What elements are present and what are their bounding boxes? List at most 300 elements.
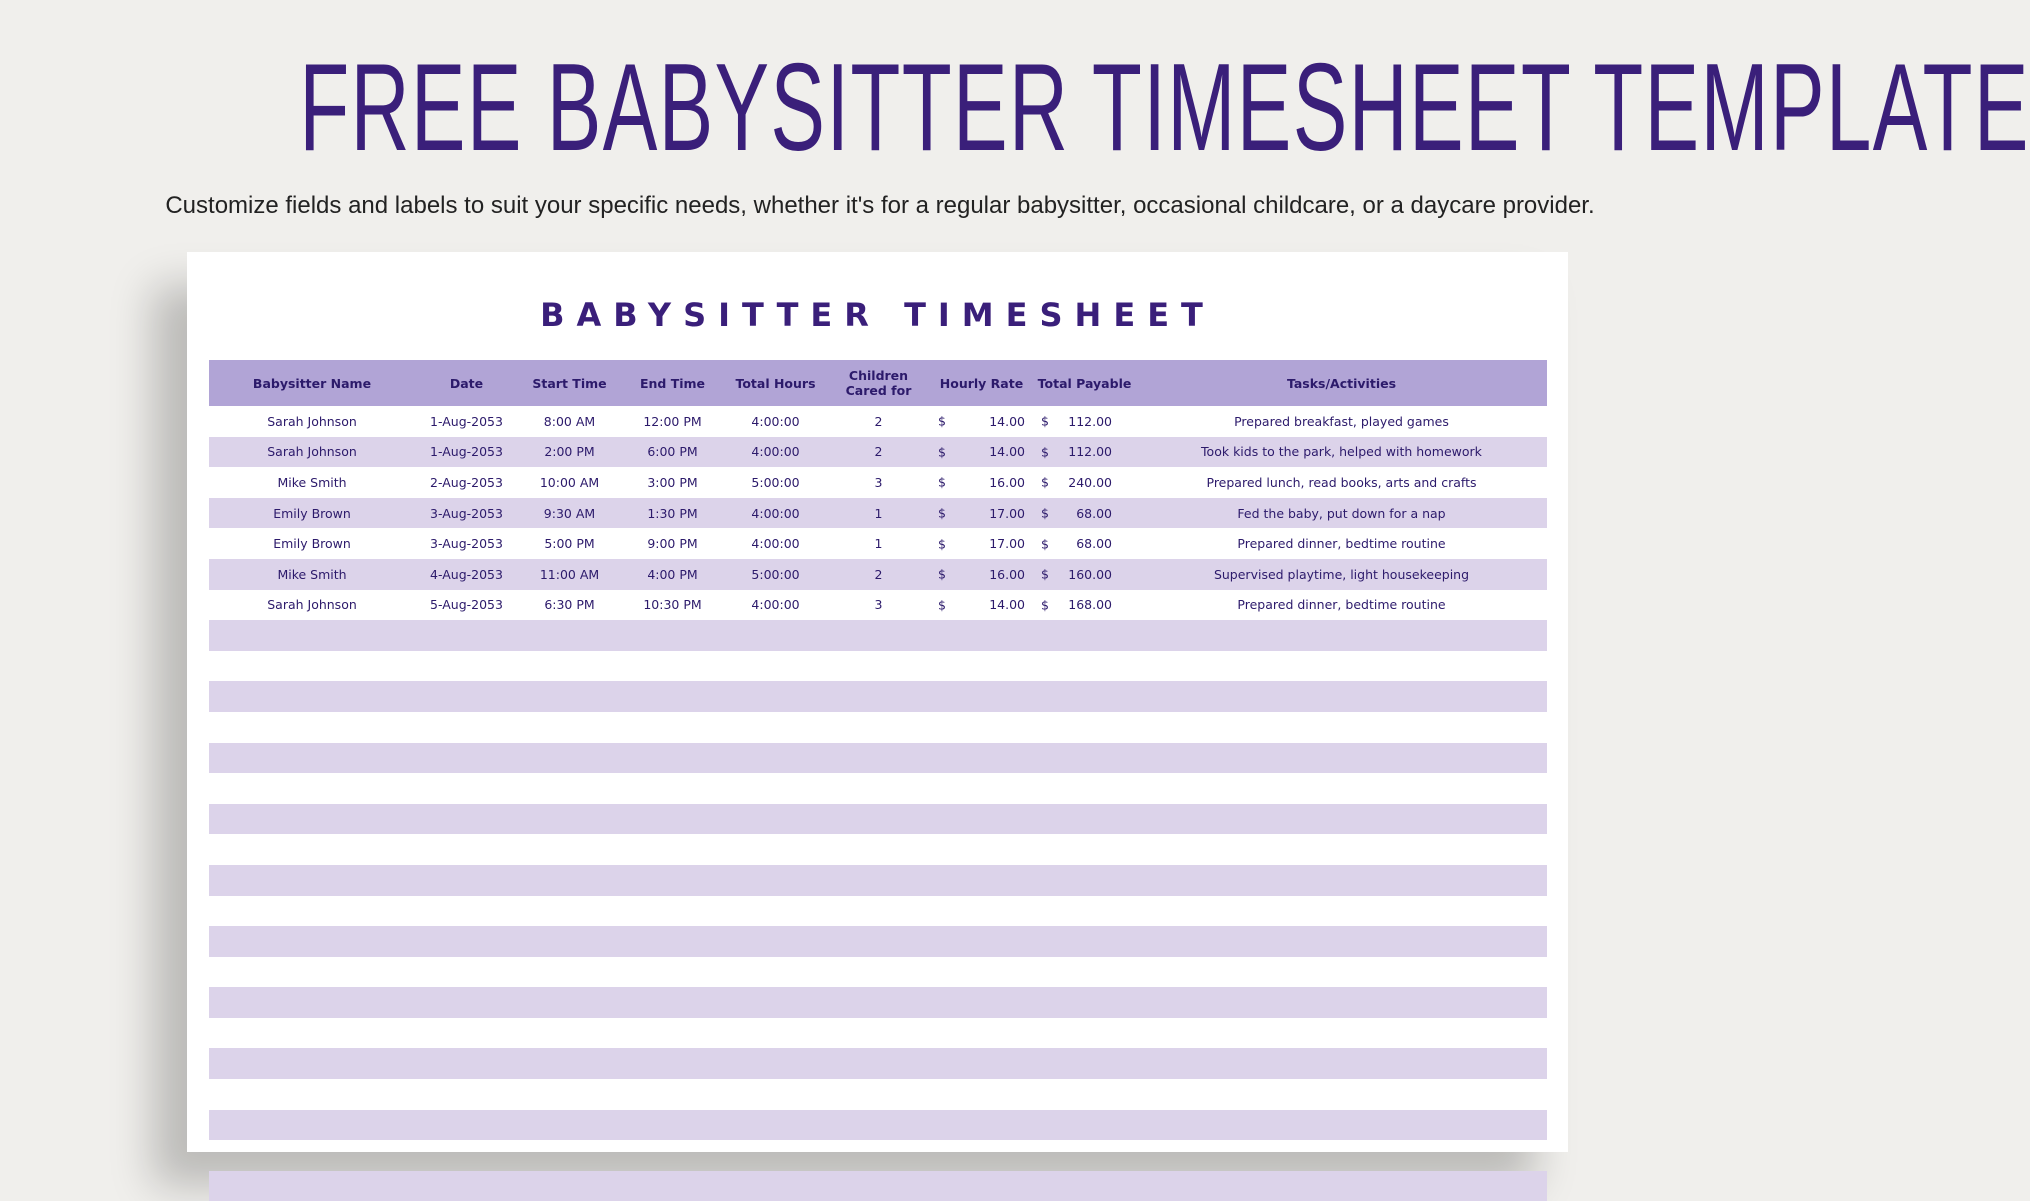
- cell-hourly-rate: [930, 1110, 1033, 1141]
- currency-symbol: $: [1041, 413, 1049, 429]
- cell-babysitter-name: [209, 804, 415, 835]
- cell-start-time: [518, 957, 621, 988]
- empty-table-row: [209, 773, 1547, 804]
- cell-children-count: [827, 681, 930, 712]
- cell-total-payable: [1033, 559, 1136, 590]
- empty-table-row: [209, 834, 1547, 865]
- cell-tasks: Prepared lunch, read books, arts and crafts: [1206, 474, 1477, 490]
- cell-tasks: [1136, 620, 1547, 651]
- table-row: [209, 437, 1547, 468]
- cell-end-time: [621, 1018, 724, 1049]
- col-header-date: Date: [415, 360, 518, 406]
- empty-table-row: [209, 926, 1547, 957]
- cell-babysitter-name: [209, 1110, 415, 1141]
- cell-end-time: 12:00 PM: [643, 413, 702, 429]
- cell-date: [415, 743, 518, 774]
- cell-hourly-rate: [930, 1140, 1033, 1171]
- total-payable-value: 112.00: [1068, 444, 1112, 460]
- cell-end-time: [621, 1079, 724, 1110]
- cell-children-count: 3: [874, 474, 883, 490]
- cell-children-count: [827, 773, 930, 804]
- cell-start-time: [518, 743, 621, 774]
- cell-children-count: 1: [874, 536, 883, 552]
- cell-total-payable: [1033, 528, 1136, 559]
- cell-hourly-rate: [930, 834, 1033, 865]
- currency-symbol: $: [938, 413, 946, 429]
- cell-tasks: [1136, 926, 1547, 957]
- cell-date: 3-Aug-2053: [415, 498, 518, 529]
- cell-total-hours: [724, 712, 827, 743]
- cell-end-time: [621, 1140, 724, 1171]
- cell-hourly-rate: [930, 987, 1033, 1018]
- cell-start-time: [518, 1048, 621, 1079]
- cell-tasks: [1136, 1018, 1547, 1049]
- table-row: [209, 406, 1547, 437]
- cell-tasks: [1136, 987, 1547, 1018]
- hourly-rate-value: 14.00: [989, 597, 1025, 613]
- cell-babysitter-name: [209, 620, 415, 651]
- cell-total-payable: [1033, 926, 1136, 957]
- currency-symbol: $: [938, 444, 946, 460]
- cell-babysitter-name: Sarah Johnson: [267, 597, 357, 613]
- hourly-rate-value: 14.00: [989, 413, 1025, 429]
- cell-start-time: 2:00 PM: [518, 437, 621, 468]
- cell-total-payable: [1033, 987, 1136, 1018]
- cell-end-time: 4:00 PM: [621, 559, 724, 590]
- empty-table-row: [209, 743, 1547, 774]
- cell-tasks: Supervised playtime, light housekeeping: [1136, 559, 1547, 590]
- hourly-rate-value: 17.00: [989, 505, 1025, 521]
- hourly-rate-value: 16.00: [989, 474, 1025, 490]
- cell-babysitter-name: [209, 957, 415, 988]
- cell-total-hours: [724, 1018, 827, 1049]
- cell-babysitter-name: [209, 681, 415, 712]
- cell-total-hours: [724, 620, 827, 651]
- cell-date: [415, 987, 518, 1018]
- cell-children-count: [827, 1110, 930, 1141]
- cell-total-payable: [1033, 1171, 1136, 1201]
- cell-total-hours: [724, 743, 827, 774]
- cell-date: 5-Aug-2053: [430, 597, 503, 613]
- cell-date: [415, 1079, 518, 1110]
- cell-babysitter-name: Mike Smith: [277, 474, 347, 490]
- cell-babysitter-name: [209, 773, 415, 804]
- cell-hourly-rate: [930, 865, 1033, 896]
- cell-tasks: [1136, 773, 1547, 804]
- cell-total-hours: 4:00:00: [751, 413, 800, 429]
- cell-hourly-rate: [930, 957, 1033, 988]
- cell-babysitter-name: [209, 651, 415, 682]
- cell-date: [415, 1110, 518, 1141]
- currency-symbol: $: [1041, 505, 1049, 521]
- cell-children-count: [827, 896, 930, 927]
- cell-start-time: [518, 987, 621, 1018]
- cell-hourly-rate: [930, 559, 1033, 590]
- total-payable-value: 160.00: [1068, 566, 1112, 582]
- cell-babysitter-name: Sarah Johnson: [267, 413, 357, 429]
- cell-total-payable: [1033, 834, 1136, 865]
- cell-end-time: [621, 896, 724, 927]
- cell-end-time: [621, 834, 724, 865]
- cell-end-time: [621, 712, 724, 743]
- cell-tasks: [1136, 1140, 1547, 1171]
- table-row: [209, 498, 1547, 529]
- cell-total-payable: [1033, 406, 1136, 437]
- cell-start-time: [518, 1018, 621, 1049]
- cell-total-payable: [1033, 865, 1136, 896]
- cell-total-payable: [1033, 681, 1136, 712]
- cell-total-hours: [724, 957, 827, 988]
- cell-total-hours: [724, 681, 827, 712]
- cell-tasks: [1136, 681, 1547, 712]
- cell-end-time: [621, 865, 724, 896]
- cell-total-hours: [724, 1171, 827, 1201]
- currency-symbol: $: [938, 505, 946, 521]
- cell-children-count: [827, 712, 930, 743]
- empty-table-row: [209, 1140, 1547, 1171]
- empty-table-row: [209, 957, 1547, 988]
- col-header-start: Start Time: [518, 360, 621, 406]
- cell-babysitter-name: [209, 865, 415, 896]
- cell-total-payable: [1033, 804, 1136, 835]
- cell-start-time: 6:30 PM: [544, 597, 595, 613]
- empty-table-row: [209, 651, 1547, 682]
- cell-babysitter-name: [209, 1018, 415, 1049]
- hourly-rate-value: 14.00: [989, 444, 1025, 460]
- page-title: FREE BABYSITTER TIMESHEET TEMPLATE: [299, 39, 2030, 177]
- cell-tasks: [1136, 896, 1547, 927]
- currency-symbol: $: [1041, 566, 1049, 582]
- cell-tasks: [1136, 865, 1547, 896]
- currency-symbol: $: [938, 566, 946, 582]
- cell-children-count: [827, 1079, 930, 1110]
- cell-total-payable: [1033, 498, 1136, 529]
- table-row: [209, 590, 1547, 621]
- cell-end-time: 10:30 PM: [643, 597, 702, 613]
- cell-total-payable: [1033, 1079, 1136, 1110]
- cell-date: [415, 620, 518, 651]
- cell-tasks: [1136, 1110, 1547, 1141]
- cell-end-time: [621, 620, 724, 651]
- cell-date: [415, 834, 518, 865]
- cell-hourly-rate: [930, 712, 1033, 743]
- cell-date: [415, 896, 518, 927]
- empty-table-row: [209, 620, 1547, 651]
- empty-table-row: [209, 1079, 1547, 1110]
- cell-date: [415, 651, 518, 682]
- cell-total-payable: [1033, 1018, 1136, 1049]
- cell-end-time: 6:00 PM: [621, 437, 724, 468]
- cell-hourly-rate: [930, 1018, 1033, 1049]
- col-header-payable: Total Payable: [1033, 360, 1136, 406]
- cell-hourly-rate: [930, 590, 1033, 621]
- cell-date: 1-Aug-2053: [430, 413, 503, 429]
- cell-end-time: [621, 743, 724, 774]
- cell-hourly-rate: [930, 1079, 1033, 1110]
- cell-date: [415, 957, 518, 988]
- cell-end-time: 1:30 PM: [621, 498, 724, 529]
- cell-children-count: [827, 743, 930, 774]
- cell-babysitter-name: Mike Smith: [209, 559, 415, 590]
- cell-total-payable: [1033, 896, 1136, 927]
- table-row: [209, 559, 1547, 590]
- cell-tasks: Took kids to the park, helped with homework: [1136, 437, 1547, 468]
- cell-hourly-rate: [930, 467, 1033, 498]
- cell-start-time: [518, 773, 621, 804]
- cell-start-time: [518, 1140, 621, 1171]
- cell-tasks: [1136, 957, 1547, 988]
- cell-children-count: 2: [874, 413, 883, 429]
- cell-children-count: 1: [827, 498, 930, 529]
- cell-date: 3-Aug-2053: [430, 536, 503, 552]
- cell-babysitter-name: [209, 834, 415, 865]
- table-row: [209, 528, 1547, 559]
- cell-tasks: [1136, 1171, 1547, 1201]
- cell-total-payable: [1033, 1140, 1136, 1171]
- cell-date: [415, 1140, 518, 1171]
- cell-tasks: [1136, 743, 1547, 774]
- cell-hourly-rate: [930, 743, 1033, 774]
- cell-date: 2-Aug-2053: [430, 474, 503, 490]
- cell-tasks: Prepared dinner, bedtime routine: [1237, 597, 1446, 613]
- cell-total-hours: [724, 987, 827, 1018]
- cell-hourly-rate: [930, 651, 1033, 682]
- cell-start-time: 9:30 AM: [518, 498, 621, 529]
- cell-total-hours: 5:00:00: [724, 559, 827, 590]
- cell-start-time: 11:00 AM: [518, 559, 621, 590]
- cell-children-count: [827, 987, 930, 1018]
- cell-babysitter-name: [209, 1079, 415, 1110]
- cell-end-time: [621, 773, 724, 804]
- currency-symbol: $: [1041, 597, 1049, 613]
- cell-start-time: [518, 834, 621, 865]
- cell-date: [415, 926, 518, 957]
- timesheet-title: BABYSITTER TIMESHEET: [540, 296, 1215, 334]
- cell-end-time: [621, 1171, 724, 1201]
- cell-total-hours: 4:00:00: [751, 597, 800, 613]
- col-header-rate: Hourly Rate: [930, 360, 1033, 406]
- cell-hourly-rate: [930, 528, 1033, 559]
- cell-total-hours: [724, 651, 827, 682]
- cell-tasks: [1136, 1079, 1547, 1110]
- col-header-hours: Total Hours: [724, 360, 827, 406]
- empty-table-row: [209, 712, 1547, 743]
- cell-start-time: [518, 896, 621, 927]
- currency-symbol: $: [1041, 536, 1049, 552]
- cell-hourly-rate: [930, 1171, 1033, 1201]
- cell-total-hours: [724, 896, 827, 927]
- cell-total-hours: 4:00:00: [724, 498, 827, 529]
- cell-tasks: Prepared breakfast, played games: [1234, 413, 1449, 429]
- cell-date: 1-Aug-2053: [415, 437, 518, 468]
- cell-total-payable: [1033, 651, 1136, 682]
- col-header-end: End Time: [621, 360, 724, 406]
- cell-tasks: [1136, 804, 1547, 835]
- cell-children-count: [827, 1018, 930, 1049]
- cell-start-time: 8:00 AM: [543, 413, 596, 429]
- cell-total-hours: 4:00:00: [724, 437, 827, 468]
- total-payable-value: 168.00: [1068, 597, 1112, 613]
- cell-children-count: [827, 1171, 930, 1201]
- cell-start-time: 5:00 PM: [544, 536, 595, 552]
- empty-table-row: [209, 681, 1547, 712]
- cell-start-time: [518, 865, 621, 896]
- cell-children-count: 2: [827, 437, 930, 468]
- cell-total-payable: [1033, 773, 1136, 804]
- cell-tasks: [1136, 712, 1547, 743]
- cell-babysitter-name: Emily Brown: [209, 498, 415, 529]
- cell-hourly-rate: [930, 773, 1033, 804]
- cell-babysitter-name: Emily Brown: [273, 536, 351, 552]
- hourly-rate-value: 16.00: [989, 566, 1025, 582]
- cell-children-count: 3: [874, 597, 883, 613]
- cell-babysitter-name: [209, 1171, 415, 1201]
- cell-end-time: 3:00 PM: [647, 474, 698, 490]
- cell-children-count: [827, 804, 930, 835]
- total-payable-value: 112.00: [1068, 413, 1112, 429]
- cell-tasks: [1136, 1048, 1547, 1079]
- cell-start-time: [518, 651, 621, 682]
- cell-date: [415, 712, 518, 743]
- total-payable-value: 68.00: [1076, 505, 1112, 521]
- col-header-tasks: Tasks/Activities: [1136, 360, 1547, 406]
- cell-end-time: [621, 1048, 724, 1079]
- cell-babysitter-name: [209, 1048, 415, 1079]
- cell-children-count: [827, 834, 930, 865]
- cell-total-hours: [724, 1079, 827, 1110]
- cell-date: [415, 865, 518, 896]
- table-header-row: [209, 360, 1547, 406]
- cell-date: 4-Aug-2053: [415, 559, 518, 590]
- empty-table-row: [209, 1171, 1547, 1201]
- cell-total-payable: [1033, 712, 1136, 743]
- cell-hourly-rate: [930, 896, 1033, 927]
- cell-children-count: [827, 620, 930, 651]
- cell-start-time: [518, 1171, 621, 1201]
- col-header-name: Babysitter Name: [209, 360, 415, 406]
- cell-total-hours: [724, 1110, 827, 1141]
- empty-table-row: [209, 1018, 1547, 1049]
- cell-children-count: [827, 651, 930, 682]
- cell-end-time: [621, 651, 724, 682]
- cell-end-time: [621, 987, 724, 1018]
- cell-hourly-rate: [930, 1048, 1033, 1079]
- cell-hourly-rate: [930, 498, 1033, 529]
- cell-babysitter-name: Sarah Johnson: [209, 437, 415, 468]
- col-header-children: Children Cared for: [827, 360, 930, 406]
- cell-children-count: [827, 957, 930, 988]
- cell-end-time: [621, 926, 724, 957]
- cell-children-count: [827, 1140, 930, 1171]
- cell-babysitter-name: [209, 926, 415, 957]
- empty-table-row: [209, 896, 1547, 927]
- currency-symbol: $: [938, 536, 946, 552]
- cell-babysitter-name: [209, 987, 415, 1018]
- cell-date: [415, 804, 518, 835]
- cell-babysitter-name: [209, 712, 415, 743]
- cell-date: [415, 773, 518, 804]
- cell-total-hours: [724, 834, 827, 865]
- cell-total-payable: [1033, 1110, 1136, 1141]
- cell-start-time: [518, 804, 621, 835]
- cell-end-time: [621, 681, 724, 712]
- cell-babysitter-name: [209, 743, 415, 774]
- table-body: [209, 406, 1547, 1201]
- currency-symbol: $: [938, 597, 946, 613]
- cell-date: [415, 1171, 518, 1201]
- cell-hourly-rate: [930, 926, 1033, 957]
- cell-hourly-rate: [930, 620, 1033, 651]
- cell-total-payable: [1033, 620, 1136, 651]
- total-payable-value: 68.00: [1076, 536, 1112, 552]
- cell-total-hours: [724, 926, 827, 957]
- cell-total-payable: [1033, 590, 1136, 621]
- cell-total-payable: [1033, 743, 1136, 774]
- currency-symbol: $: [1041, 474, 1049, 490]
- currency-symbol: $: [938, 474, 946, 490]
- cell-date: [415, 1018, 518, 1049]
- empty-table-row: [209, 987, 1547, 1018]
- cell-start-time: [518, 1079, 621, 1110]
- cell-children-count: [827, 865, 930, 896]
- cell-total-payable: [1033, 957, 1136, 988]
- cell-total-payable: [1033, 467, 1136, 498]
- empty-table-row: [209, 1110, 1547, 1141]
- cell-total-hours: [724, 1140, 827, 1171]
- cell-children-count: 2: [827, 559, 930, 590]
- cell-start-time: [518, 681, 621, 712]
- cell-hourly-rate: [930, 681, 1033, 712]
- hourly-rate-value: 17.00: [989, 536, 1025, 552]
- cell-hourly-rate: [930, 406, 1033, 437]
- total-payable-value: 240.00: [1068, 474, 1112, 490]
- cell-tasks: [1136, 834, 1547, 865]
- cell-start-time: [518, 926, 621, 957]
- cell-total-payable: [1033, 437, 1136, 468]
- cell-total-hours: 4:00:00: [751, 536, 800, 552]
- cell-children-count: [827, 926, 930, 957]
- cell-total-hours: 5:00:00: [751, 474, 800, 490]
- cell-end-time: [621, 804, 724, 835]
- cell-start-time: [518, 1110, 621, 1141]
- cell-hourly-rate: [930, 804, 1033, 835]
- timesheet-table: [209, 360, 1547, 1201]
- cell-end-time: 9:00 PM: [647, 536, 698, 552]
- cell-children-count: [827, 1048, 930, 1079]
- empty-table-row: [209, 865, 1547, 896]
- cell-total-hours: [724, 804, 827, 835]
- cell-end-time: [621, 957, 724, 988]
- cell-tasks: Prepared dinner, bedtime routine: [1237, 536, 1446, 552]
- cell-tasks: Fed the baby, put down for a nap: [1136, 498, 1547, 529]
- cell-babysitter-name: [209, 896, 415, 927]
- cell-total-hours: [724, 865, 827, 896]
- cell-babysitter-name: [209, 1140, 415, 1171]
- cell-total-payable: [1033, 1048, 1136, 1079]
- currency-symbol: $: [1041, 444, 1049, 460]
- empty-table-row: [209, 1048, 1547, 1079]
- cell-date: [415, 681, 518, 712]
- timesheet-document: [187, 252, 1568, 1152]
- cell-total-hours: [724, 773, 827, 804]
- cell-end-time: [621, 1110, 724, 1141]
- table-row: [209, 467, 1547, 498]
- page-subtitle: Customize fields and labels to suit your specific needs, whether it's for a regular babysitter, occasional childcare, or a daycare provider.: [165, 192, 1595, 219]
- cell-date: [415, 1048, 518, 1079]
- cell-start-time: [518, 620, 621, 651]
- empty-table-row: [209, 804, 1547, 835]
- cell-start-time: 10:00 AM: [539, 474, 600, 490]
